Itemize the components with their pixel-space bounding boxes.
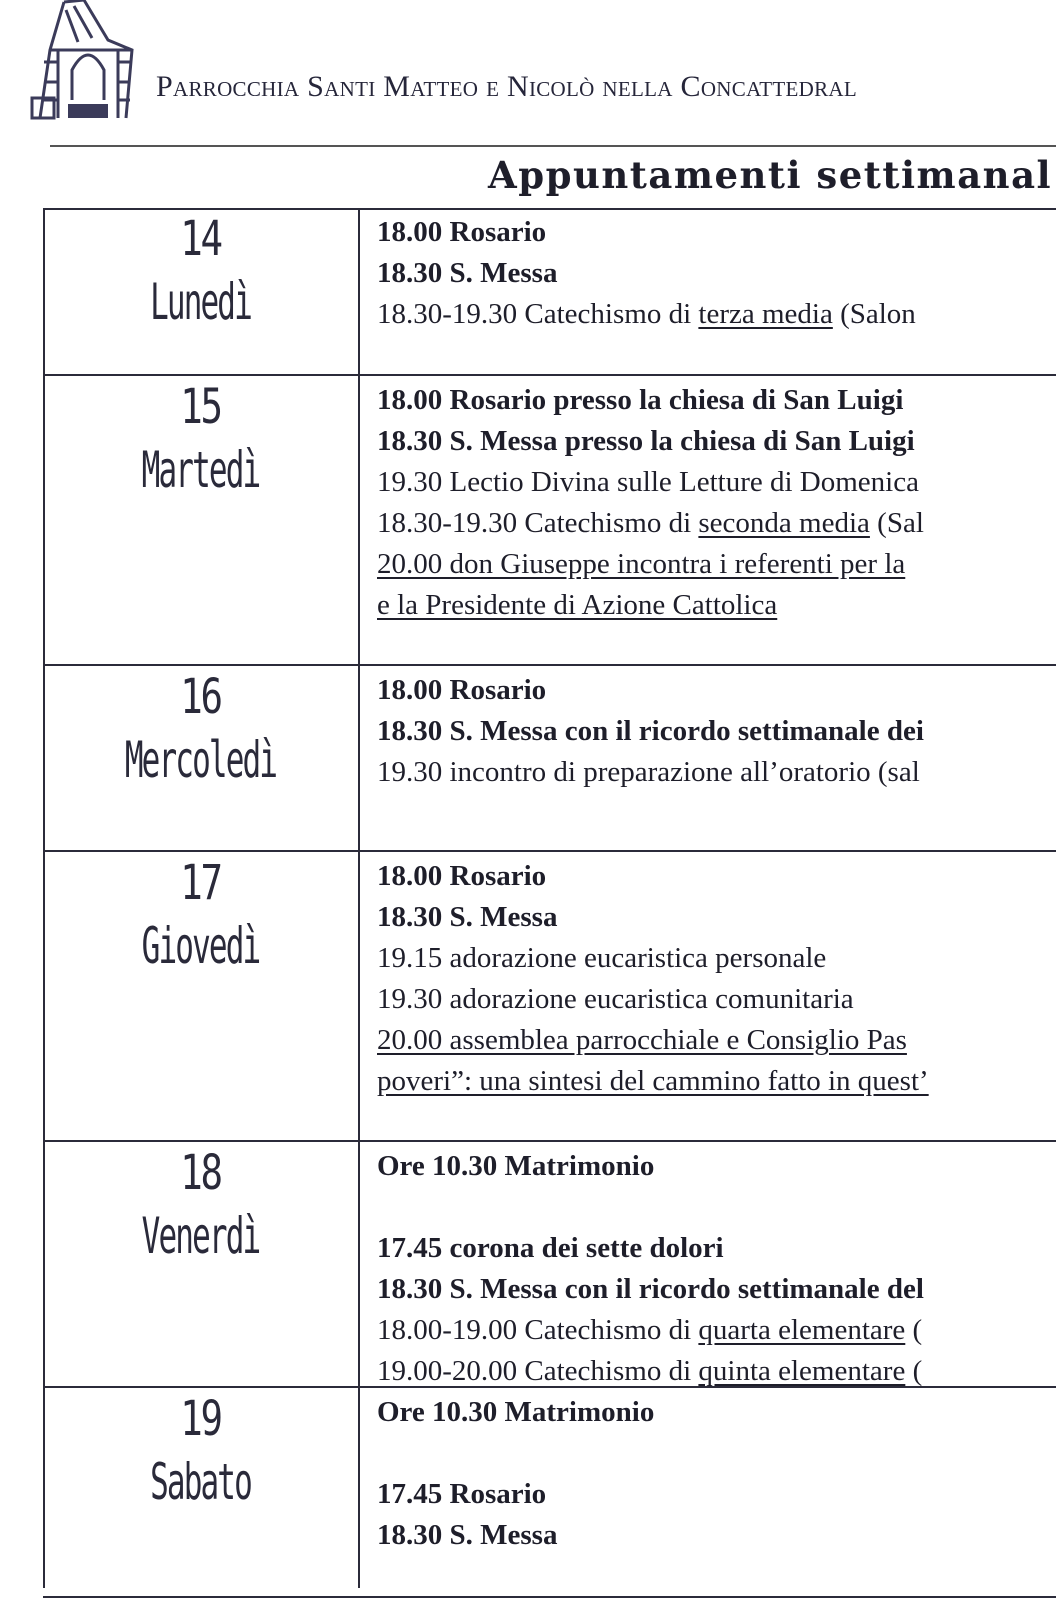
day-number: 16 — [180, 669, 221, 725]
event-line: e la Presidente di Azione Cattolica — [377, 589, 778, 621]
day-date-cell — [43, 1142, 358, 1268]
event-text-part: ( — [905, 1355, 923, 1387]
event-line: poveri”: una sintesi del cammino fatto in quest’ — [377, 1065, 929, 1097]
day-events — [377, 212, 1056, 335]
day-events — [377, 380, 1056, 626]
event-line: Ore 10.30 Matrimonio — [377, 1396, 655, 1428]
day-row — [43, 376, 1056, 666]
day-name: Giovedì — [141, 917, 260, 975]
event-line: 19.30 incontro di preparazione all’oratorio (sal — [377, 756, 920, 788]
event-line: 18.30 S. Messa con il ricordo settimanale del — [377, 1273, 924, 1305]
event-text-part: 18.30-19.30 Catechismo di — [377, 507, 699, 539]
day-name: Mercoledì — [124, 731, 277, 789]
event-line — [377, 503, 1056, 544]
event-line: 18.00 Rosario — [377, 216, 547, 248]
day-name: Martedì — [141, 441, 260, 499]
day-row — [43, 852, 1056, 1142]
event-line: Ore 10.30 Matrimonio — [377, 1150, 655, 1182]
day-number: 18 — [180, 1145, 221, 1201]
event-line: 19.15 adorazione eucaristica personale — [377, 942, 827, 974]
event-spacer — [377, 1433, 1056, 1474]
event-line: 20.00 assemblea parrocchiale e Consiglio Pas — [377, 1024, 907, 1056]
event-line: 19.30 adorazione eucaristica comunitaria — [377, 983, 854, 1015]
event-line: 17.45 Rosario — [377, 1478, 547, 1510]
event-text-part: seconda media — [698, 507, 870, 539]
event-line: 18.30 S. Messa — [377, 1519, 558, 1551]
day-events — [377, 670, 1056, 793]
event-line: 18.30 S. Messa presso la chiesa di San Luigi — [377, 425, 915, 457]
event-line: 18.30 S. Messa con il ricordo settimanale dei — [377, 715, 924, 747]
day-date-cell — [43, 1388, 358, 1514]
church-bell-tower-logo — [22, 0, 144, 124]
page-header — [0, 0, 1056, 140]
day-events — [377, 1392, 1056, 1556]
day-name: Sabato — [150, 1453, 251, 1511]
event-line: 18.30 S. Messa — [377, 901, 558, 933]
event-text-part: quinta elementare — [698, 1355, 906, 1387]
event-line: 20.00 don Giuseppe incontra i referenti per la — [377, 548, 906, 580]
day-row — [43, 1388, 1056, 1598]
day-number: 15 — [180, 379, 221, 435]
event-text-part: ( — [905, 1314, 923, 1346]
event-spacer — [377, 1187, 1056, 1228]
event-text-part: (Sal — [869, 507, 924, 539]
day-name: Lunedì — [150, 273, 251, 331]
day-events — [377, 1146, 1056, 1392]
day-events — [377, 856, 1056, 1102]
page-title: Appuntamenti settimanal — [488, 153, 1053, 197]
event-line: 17.45 corona dei sette dolori — [377, 1232, 724, 1264]
day-date-cell — [43, 852, 358, 978]
event-line: 18.00 Rosario — [377, 674, 547, 706]
event-line: 18.00 Rosario presso la chiesa di San Luigi — [377, 384, 904, 416]
weekly-schedule-table — [43, 208, 1056, 1598]
event-line: 18.30 S. Messa — [377, 257, 558, 289]
day-date-cell — [43, 666, 358, 792]
day-row — [43, 666, 1056, 852]
event-text-part: terza media — [698, 298, 833, 330]
parish-name: Parrocchia Santi Matteo e Nicolò nella Concattedral — [156, 70, 857, 103]
event-line — [377, 1351, 1056, 1392]
event-text-part: quarta elementare — [698, 1314, 906, 1346]
day-date-cell — [43, 376, 358, 502]
day-row — [43, 208, 1056, 376]
header-divider — [50, 145, 1056, 147]
day-date-cell — [43, 208, 358, 334]
day-number: 14 — [180, 211, 221, 267]
event-line — [377, 1310, 1056, 1351]
event-text-part: 18.00-19.00 Catechismo di — [377, 1314, 699, 1346]
event-text-part: (Salon — [832, 298, 916, 330]
day-number: 19 — [180, 1391, 221, 1447]
event-line — [377, 294, 1056, 335]
event-line: 18.00 Rosario — [377, 860, 547, 892]
day-name: Venerdì — [141, 1207, 260, 1265]
event-text-part: 19.00-20.00 Catechismo di — [377, 1355, 699, 1387]
event-line: 19.30 Lectio Divina sulle Letture di Domenica — [377, 466, 919, 498]
day-number: 17 — [180, 855, 221, 911]
event-text-part: 18.30-19.30 Catechismo di — [377, 298, 699, 330]
day-row — [43, 1142, 1056, 1388]
